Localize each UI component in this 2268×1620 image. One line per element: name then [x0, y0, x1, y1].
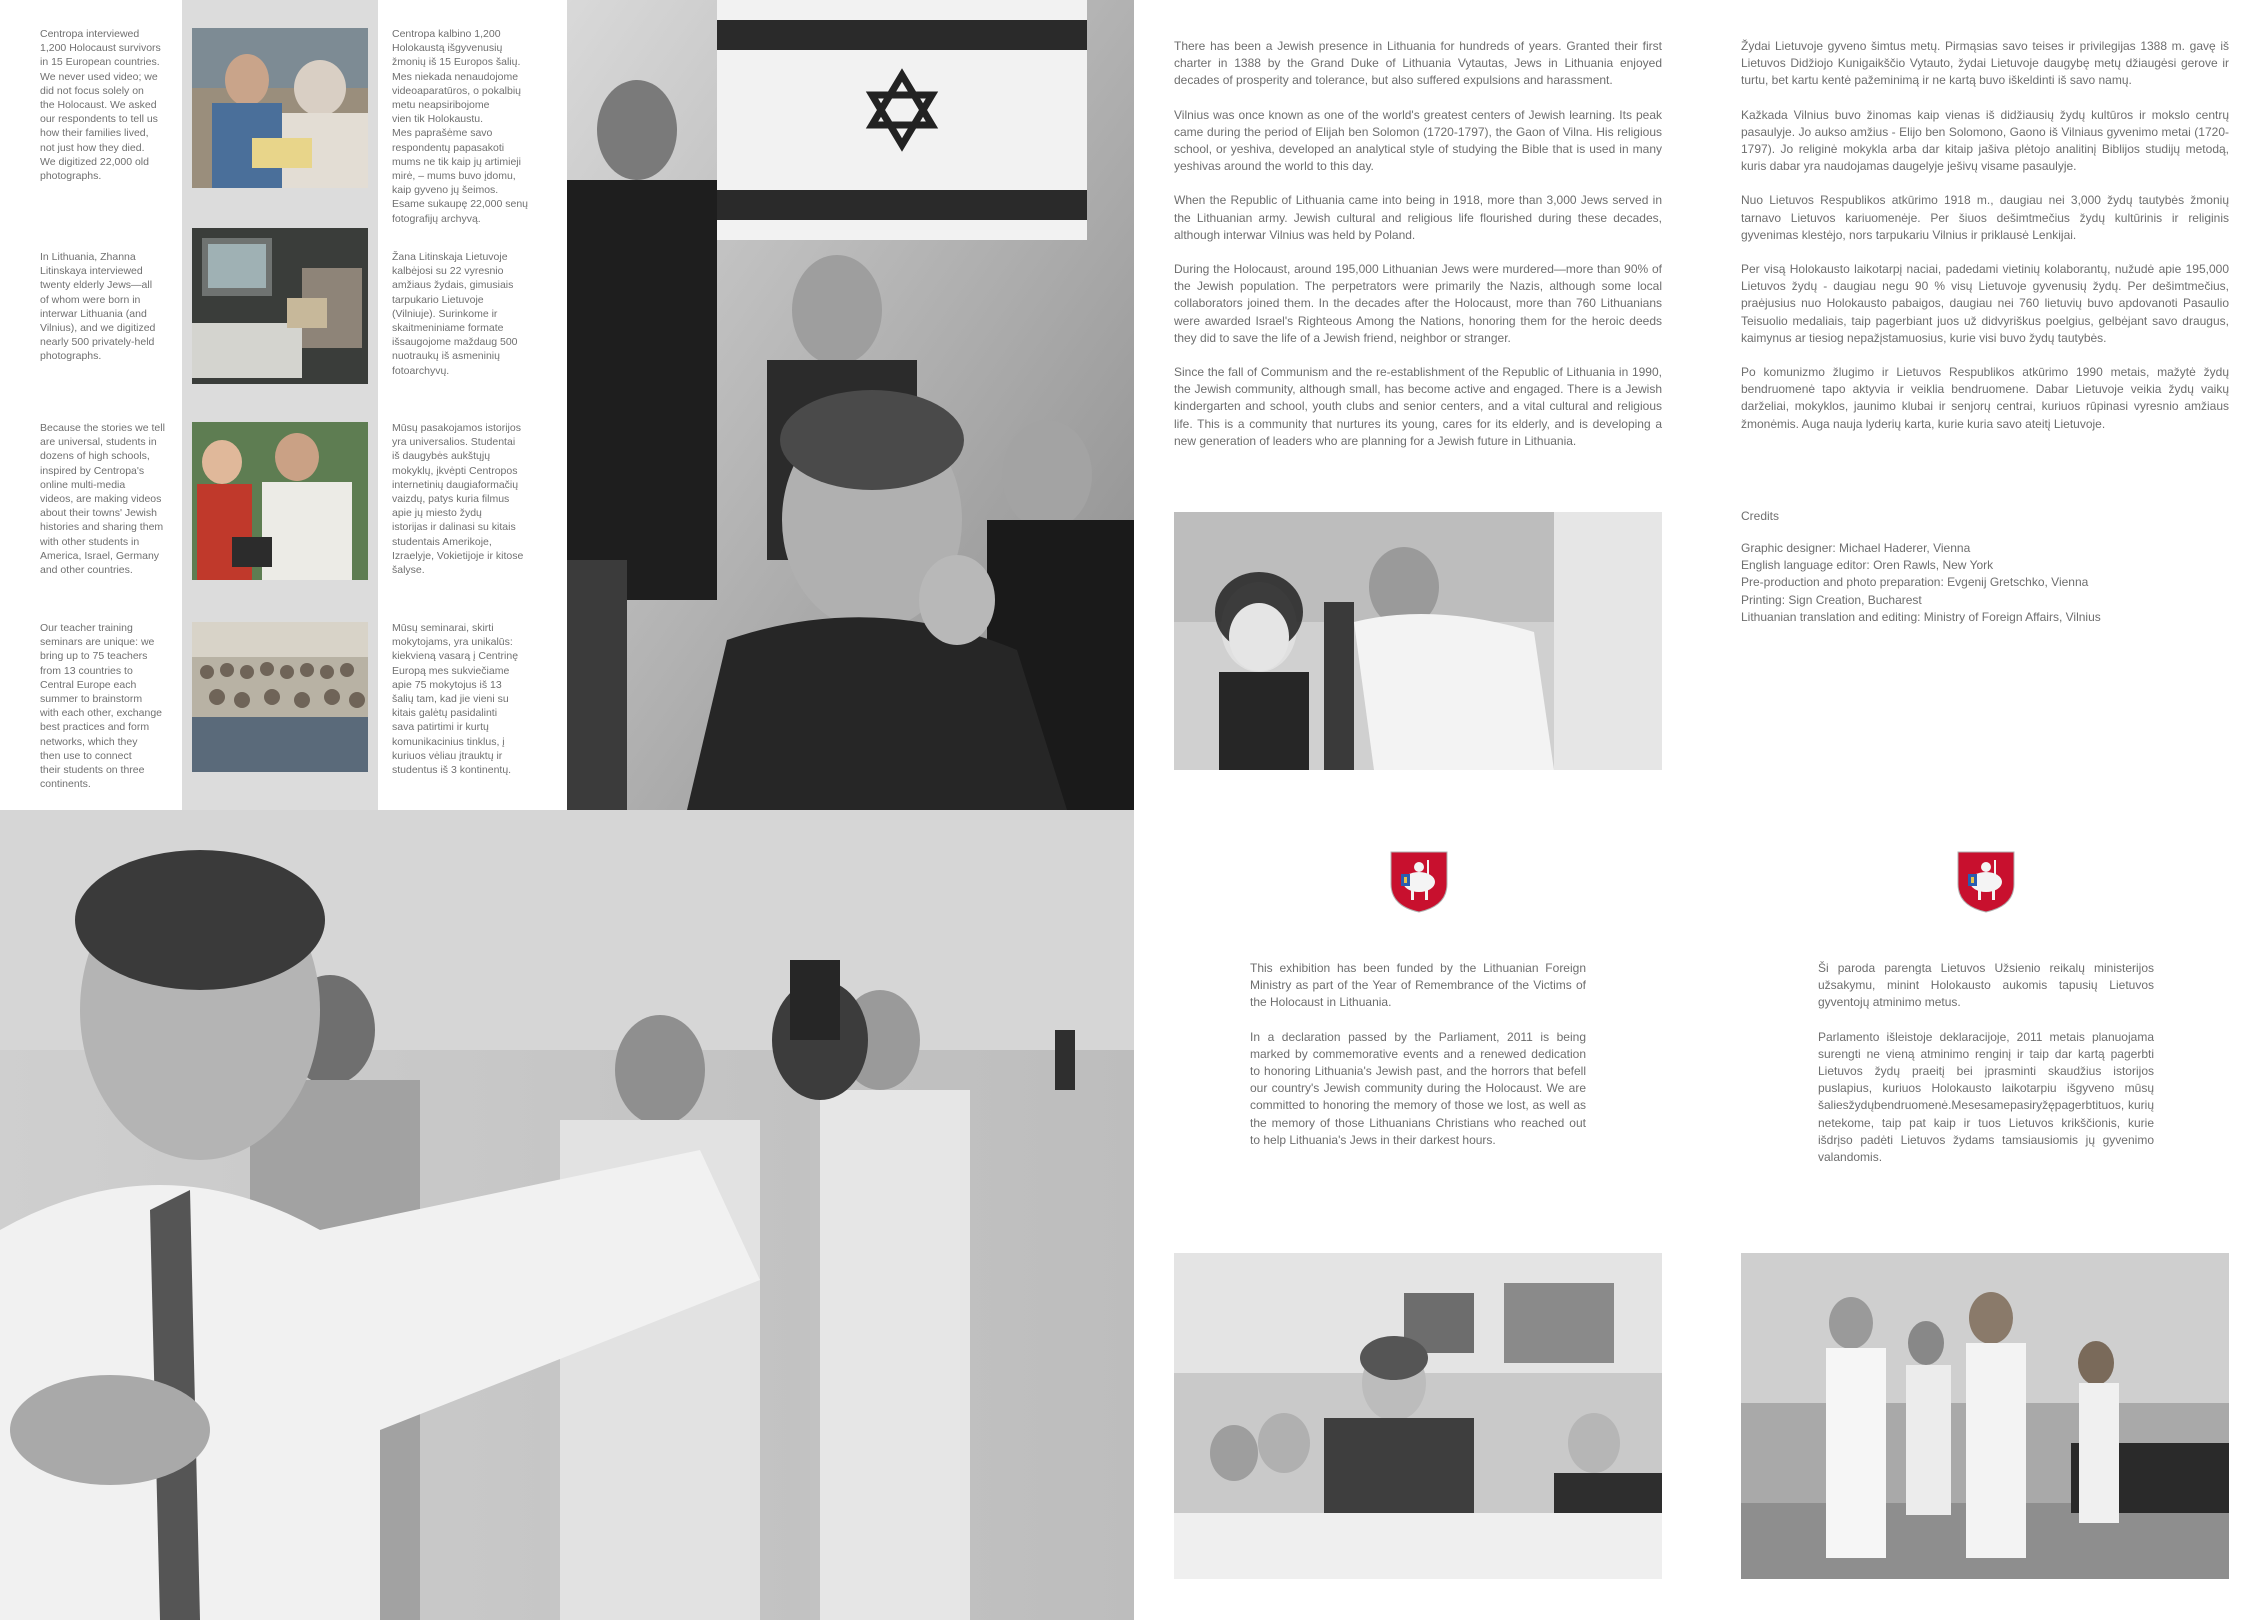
history-en-p3: When the Republic of Lithuania came into being in 1918, more than 3,000 Jews served in the Lithuanian army. Jewish cultural and religious life flourished during these decades, although interwar Vilnius was held by Poland. [1174, 193, 1662, 242]
teachers-group-photo [192, 622, 368, 772]
lithuania-coat-of-arms-icon [1956, 850, 2016, 914]
lithuania-text-en: In Lithuania, Zhanna Litinskaya interviewed twenty elderly Jews—all of whom were born in interwar Lithuania (and Vilnius), and we digitized nearly 500 privately-held photographs. [40, 251, 156, 363]
history-lt-p4: Per visą Holokausto laikotarpį naciai, padedami vietinių kolaborantų, nužudė apie 195,000 Lietuvos žydų - daugiau negu 90 % visų Lietuvoje gyvenusių žydų. Per dešimtmečius, praėjusius nuo Holokausto pabaigos, daugiau nei 760 lietuvių buvo apdovanoti Pasaulio Teisuolio medaliais, taip pagerbiant juos už didvyriškus poelgius, gelbėjant savo draugus, kaimynus ar tiesiog nepažįstamuosius, kurie visi buvo žydų tautybės. [1741, 262, 2229, 345]
classroom-children-photo [1174, 1253, 1662, 1579]
seminars-text-lt: Mūsų seminarai, skirti mokytojams, yra unikalūs: kiekvieną vasarą į Centrinę Europą mes sukviečiame apie 75 mokytojus iš 13 šalių tam, kad jie vieni su kitais galėtų pasidalinti sava patirtimi ir kurtų komunikacinius tinklus, į kuriuos vėliau įtrauktų ir studentus iš 3 kontinentų. [392, 622, 519, 777]
funding-en [1250, 960, 1586, 1149]
dancers-photo [0, 810, 1134, 1620]
credit-line: Lithuanian translation and editing: Ministry of Foreign Affairs, Vilnius [1741, 609, 2101, 624]
funding-en-p2: In a declaration passed by the Parliament, 2011 is being marked by commemorative events and a renewed dedication to honoring Lithuania's Jewish past, and the horrors that befell our country's Jewish community during the Holocaust. We are committed to honoring the memory of those we lost, as well as the memory of those Lithuanians Christians who reached out to help Lithuania's Jews in their darkest hours. [1250, 1029, 1586, 1147]
history-lt-p5: Po komunizmo žlugimo ir Lietuvos Respublikos atkūrimo 1990 metais, mažytė žydų bendruomenė tapo aktyvia ir veiklia bendruomene. Dabar Lietuvoje veikia žydų vaikų darželiai, mokyklos, jaunimo klubai ir senjorų centrai, kuriuos rūpinasi vyresnio amžiaus žmonėmis. Auga nauja lyderių karta, kurie kuria savo ateitį Lietuvoje. [1741, 365, 2229, 431]
funding-en-p1: This exhibition has been funded by the Lithuanian Foreign Ministry as part of the Year of Remembrance of the Victims of the Holocaust in Lithuania. [1250, 961, 1586, 1010]
photo-digitizing-photo [192, 228, 368, 384]
credit-line: Graphic designer: Michael Haderer, Vienna [1741, 541, 1971, 555]
intro-text-en: Centropa interviewed 1,200 Holocaust survivors in 15 European countries. We never used video; we did not focus solely on the Holocaust. We asked our respondents to tell us how their families lived, not just how they died. We digitized 22,000 old photographs. [40, 28, 161, 183]
history-lt [1741, 38, 2229, 433]
history-lt-p2: Kažkada Vilnius buvo žinomas kaip vienas iš didžiausių žydų kultūros ir mokslo centrų pasaulyje. Jo aukso amžius - Elijo ben Solomono, Gaono iš Vilniaus gyvenimo metai (1720-1797). Jo religinė mokykla arba dar kitaip jašiva plėtojo analitinį Biblijos studijų metodą, kuris dabar yra naudojamas daugelyje ješivų visame pasaulyje. [1741, 107, 2229, 174]
history-lt-p3: Nuo Lietuvos Respublikos atkūrimo 1918 m., daugiau nei 3,000 žydų tautybės žmonių tarnavo Lietuvos kariuomenėje. Per šiuos dešimtmečius žydų kultūrinis ir religinis gyvenimas klestėjo, nors tarpukariu Vilnius ir priklausė Lenkijai. [1741, 193, 2229, 242]
seminars-text-en: Our teacher training seminars are unique: we bring up to 75 teachers from 13 countries to Central Europe each summer to brainstorm with each other, exchange best practices and form networks, which they then use to connect their students on three continents. [40, 622, 163, 791]
history-en-p5: Since the fall of Communism and the re-establishment of the Republic of Lithuania in 1990, the Jewish community, although small, has become active and engaged. There is a Jewish kindergarten and school, youth clubs and senior centers, and a vital cultural and religious life. This is a community that nurtures its young, cares for its elderly, and is developing a new generation of leaders who are planning for a Jewish future in Lithuania. [1174, 365, 1662, 448]
lithuania-coat-of-arms-icon [1389, 850, 1449, 914]
teacher-girl-photo [1174, 512, 1662, 770]
survivor-interview-photo [192, 28, 368, 188]
funding-lt-p2: Parlamento išleistoje deklaracijoje, 2011 metais planuojama surengti ne vieną atminimo renginį ir taip dar kartą pagerbti Lietuvos žydų praeitį bei įprasminti skaudžius istorijos puslapius, kuriuos Holokausto laikotarpiu išgyveno mūsų šaliesžydųbendruomenė.Mesesamepasiryžępagerbtituos, kurių netekome, taip pat kaip ir tuos Lietuvos krikščionis, kurie išdrįso padėti Lietuvos žydams tamsiausiomis jų gyvenimo valandomis. [1818, 1029, 2154, 1165]
credit-line: Pre-production and photo preparation: Evgenij Gretschko, Vienna [1741, 575, 2089, 590]
stories-text-en: Because the stories we tell are universal, students in dozens of high schools, inspired by Centropa's online multi-media videos, are making videos about their towns' Jewish histories and sharing them with other students in America, Israel, Germany and other countries. [40, 422, 165, 577]
history-en-p4: During the Holocaust, around 195,000 Lithuanian Jews were murdered—more than 90% of the Jewish population. The perpetrators were primarily the Nazis, although some local collaborators joined them. In the decades after the Holocaust, more than 760 Lithuanians were awarded Israel's Righteous Among the Nations, honoring them for the heroic deeds they did to save the life of a Jewish friend, neighbor or stranger. [1174, 262, 1662, 345]
singers-stage-photo [1741, 1253, 2229, 1579]
history-en-p2: Vilnius was once known as one of the world's greatest centers of Jewish learning. Its peak came during the period of Elijah ben Solomon (1720-1797), the Gaon of Vilna. His religious school, or yeshiva, developed an analytical style of studying the Bible that is used in many yeshivas around the world to this day. [1174, 107, 1662, 174]
classroom-flag-photo [567, 0, 1134, 810]
funding-lt-p1: Ši paroda parengta Lietuvos Užsienio reikalų ministerijos užsakymu, minint Holokausto aukomis tapusių Lietuvos gyventojų atminimo metus. [1818, 961, 2154, 1010]
lithuania-text-lt: Žana Litinskaja Lietuvoje kalbėjosi su 22 vyresnio amžiaus žydais, gimusiais tarpukario Lietuvoje (Vilniuje). Surinkome ir skaitmeniniame formate išsaugojome maždaug 500 nuotraukų iš asmeninių fotoarchyvų. [392, 251, 518, 377]
funding-lt [1818, 960, 2154, 1166]
credits [1741, 509, 2229, 626]
history-en-p1: There has been a Jewish presence in Lithuania for hundreds of years. Granted their first charter in 1388 by the Grand Duke of Lithuania Vytautas, Jews in Lithuania enjoyed decades of prosperity and tolerance, but also suffered expulsions and harassment. [1174, 39, 1662, 88]
stories-text-lt: Mūsų pasakojamos istorijos yra universalios. Studentai iš daugybės aukštųjų mokyklų, įkvėpti Centropos internetinių daugiaformačių vaizdų, patys kuria filmus apie jų miesto žydų istorijas ir dalinasi su kitais studentais Amerikoje, Izraelyje, Vokietijoje ir kitose šalyse. [392, 422, 524, 577]
credit-line: Printing: Sign Creation, Bucharest [1741, 592, 1922, 607]
history-en [1174, 38, 1662, 450]
history-lt-p1: Žydai Lietuvoje gyveno šimtus metų. Pirmąsias savo teises ir privilegijas 1388 m. gavę iš Lietuvos Didžiojo Kunigaikščio Vytauto, žydai Lietuvoje daugybę metų džiaugėsi gerove ir turtu, bet kartu kentė pažeminimą ir ne kartą buvo iškeldinti iš savo namų. [1741, 39, 2229, 88]
credit-line: English language editor: Oren Rawls, New York [1741, 558, 1994, 573]
intro-text-lt: Centropa kalbino 1,200 Holokaustą išgyvenusių žmonių iš 15 Europos šalių. Mes niekada nenaudojome videoaparatūros, o pokalbių metu neapsiribojome vien tik Holokaustu. Mes paprašėme savo respondentų papasakoti mums ne tik kaip jų artimieji mirė, – mums buvo įdomu, kaip gyveno jų šeimos. Esame sukaupę 22,000 senų fotografijų archyvą. [392, 28, 529, 225]
credits-title: Credits [1741, 509, 1780, 523]
students-video-photo [192, 422, 368, 580]
